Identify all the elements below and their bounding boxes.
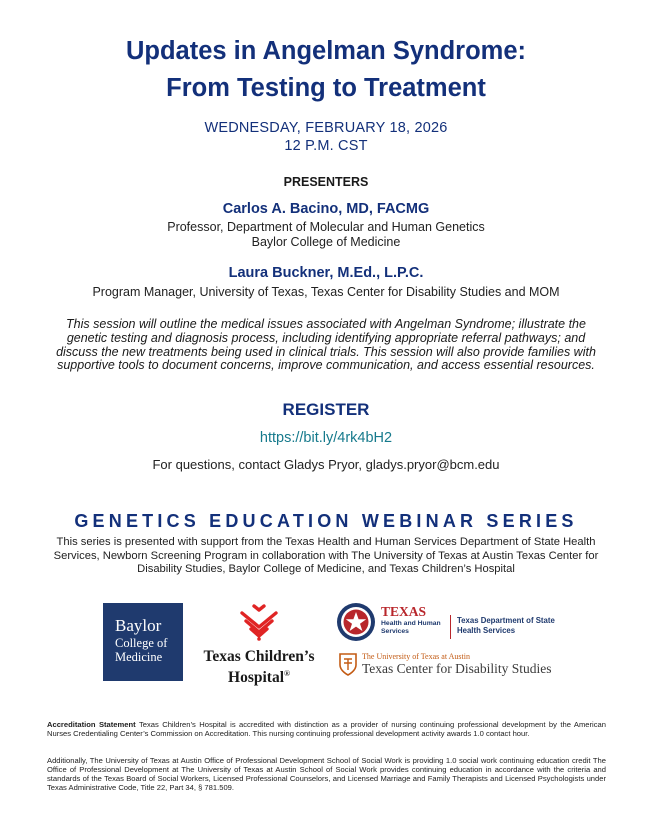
texas-childrens-logo — [197, 603, 321, 687]
ut-austin-logo — [336, 650, 566, 680]
texas-hhs-subtitle — [381, 620, 441, 636]
ut-logo-top: The University of Texas at Austin — [362, 652, 470, 661]
baylor-logo-line2: College of — [115, 636, 168, 650]
texas-dshs-line2: Health Services — [457, 626, 516, 635]
tch-logo-line1: Texas Children’s — [203, 648, 315, 665]
texas-logo-divider — [450, 615, 451, 639]
tch-logo-text — [197, 648, 321, 686]
support-statement: This series is presented with support from the Texas Health and Human Services Department of State Health Services, Newborn Screening Program in collaboration with The University of Texas at Austin Texas Center for Disability Studies, Baylor College of Medicine, and Texas Children’s Hospital — [53, 536, 599, 575]
event-time: 12 P.M. CST — [284, 138, 368, 154]
accreditation-additional: Additionally, The University of Texas at Austin Office of Professional Development School of Social Work is providing 1.0 social work continuing education credit The Office of Professional Development at The University of Texas at Austin School of Social Work provides continuing education in accordance with the criteria and standards of the Texas Board of Social Workers, Licensed Professional Counselors, and Licensed Marriage and Family Therapists and Licensed Psychologists under Texas Administrative Code, Title 22, Part 34, § 781.509. — [47, 756, 606, 792]
presenters-heading: PRESENTERS — [283, 175, 369, 189]
contact-info: For questions, contact Gladys Pryor, gladys.pryor@bcm.edu — [152, 457, 500, 472]
texas-hhs-logo — [336, 600, 556, 644]
tch-logo-line2: Hospital — [228, 669, 284, 687]
baylor-logo-line3: Medicine — [115, 650, 163, 664]
tch-heart-icon — [236, 603, 282, 641]
presenter-2 — [0, 265, 652, 300]
accreditation-label: Accreditation Statement — [47, 720, 136, 729]
event-datetime — [0, 119, 652, 155]
tch-registered-mark: ® — [284, 669, 290, 678]
texas-hhs-sub1: Health and Human — [381, 620, 441, 627]
ut-logo-main: Texas Center for Disability Studies — [362, 661, 552, 676]
presenter-title: Program Manager, University of Texas, Texas Center for Disability Studies and MOM — [92, 285, 560, 299]
baylor-logo-line1: Baylor — [115, 616, 162, 635]
event-date: WEDNESDAY, FEBRUARY 18, 2026 — [204, 120, 448, 136]
texas-seal-icon — [336, 602, 376, 642]
texas-hhs-sub2: Services — [381, 628, 409, 635]
accreditation-statement — [47, 720, 606, 738]
presenter-1 — [0, 201, 652, 250]
series-title: GENETICS EDUCATION WEBINAR SERIES — [74, 511, 578, 531]
session-description: This session will outline the medical issues associated with Angelman Syndrome; illustrate the genetic testing and diagnosis process, including identifying appropriate referral pathways; and discuss the new treatments being used in clinical trials. This session will also provide families with supportive tools to document concerns, improve communication, and access essential resources. — [56, 317, 596, 373]
register-heading: REGISTER — [282, 400, 370, 419]
baylor-logo — [103, 603, 183, 681]
texas-dshs-line1: Texas Department of State — [457, 616, 555, 625]
presenter-name: Laura Buckner, M.Ed., L.P.C. — [228, 265, 424, 281]
texas-logo-title: TEXAS — [381, 604, 427, 619]
presenter-affiliation: Baylor College of Medicine — [251, 235, 401, 249]
register-link[interactable]: https://bit.ly/4rk4bH2 — [259, 430, 393, 446]
ut-shield-icon — [338, 652, 358, 676]
presenter-name: Carlos A. Bacino, MD, FACMG — [222, 201, 430, 217]
page-title — [0, 33, 652, 107]
title-line-1: Updates in Angelman Syndrome: — [125, 37, 527, 65]
title-line-2: From Testing to Treatment — [166, 74, 486, 102]
texas-dshs-label — [457, 616, 555, 636]
accreditation-text: Texas Children’s Hospital is accredited with distinction as a provider of nursing continuing professional development by the American Nurses Credentialing Center’s Commission on Accreditation. This nursing continuing professional development activity awards 1.0 contact hour. — [47, 720, 606, 738]
presenter-title: Professor, Department of Molecular and Human Genetics — [167, 220, 485, 234]
